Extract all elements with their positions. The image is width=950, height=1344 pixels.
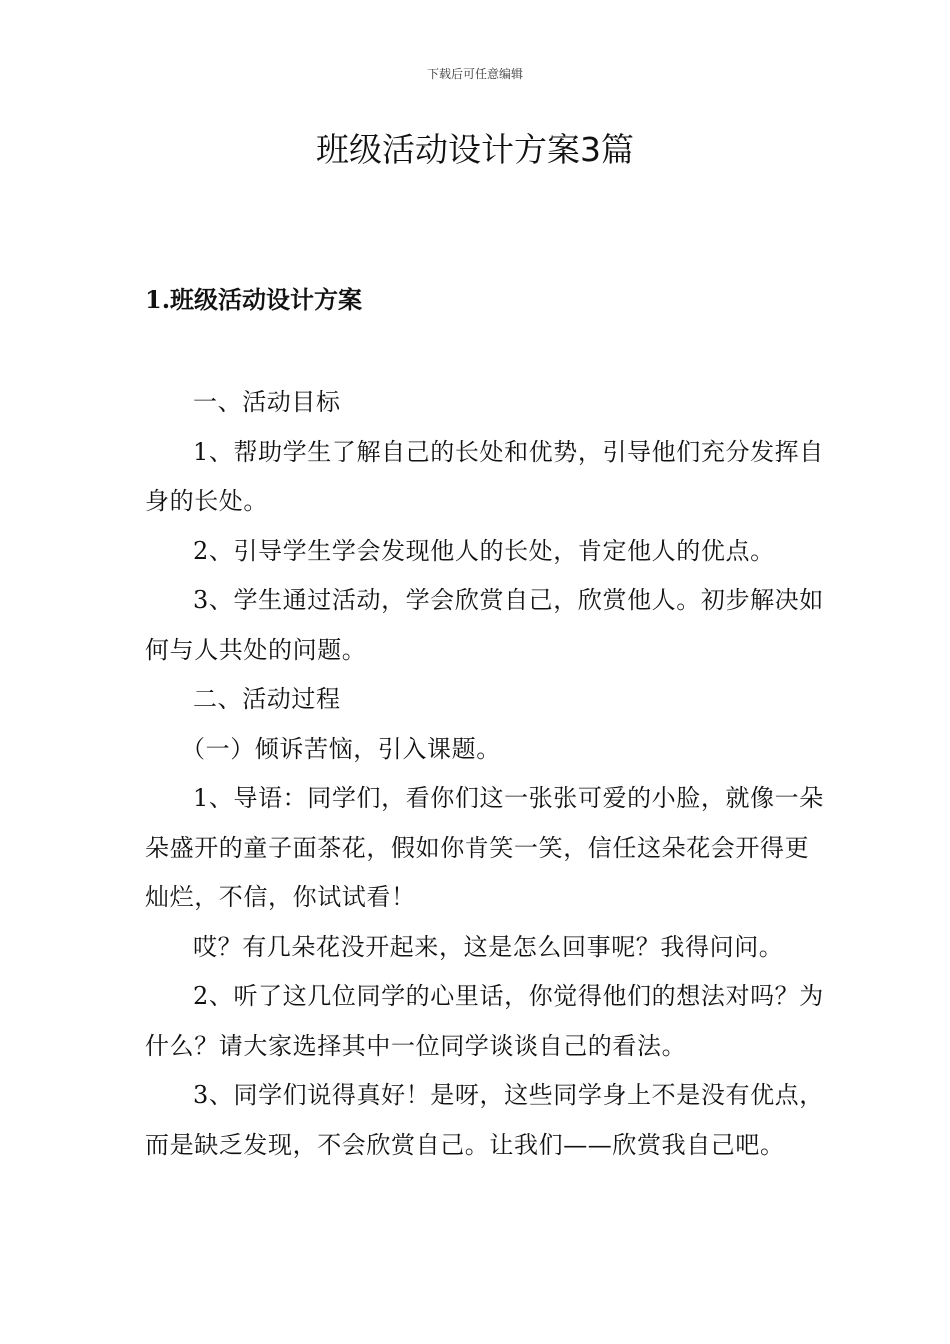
paragraph-step-3: 3、同学们说得真好！是呀，这些同学身上不是没有优点，而是缺乏发现，不会欣赏自己。让我们——欣赏我自己吧。	[145, 1081, 824, 1159]
paragraph-goal-2: 2、引导学生学会发现他人的长处，肯定他人的优点。	[193, 536, 775, 565]
header-note: 下载后可任意编辑	[426, 67, 523, 81]
paragraph-goal-1: 1、帮助学生了解自己的长处和优势，引导他们充分发挥自身的长处。	[145, 437, 824, 515]
paragraph-goals-heading: 一、活动目标	[193, 388, 341, 416]
section-heading: 1.班级活动设计方案	[145, 285, 363, 314]
paragraph-goal-3: 3、学生通过活动，学会欣赏自己，欣赏他人。初步解决如何与人共处的问题。	[145, 586, 824, 664]
paragraph-step-1: 1、导语：同学们，看你们这一张张可爱的小脸，就像一朵朵盛开的童子面茶花，假如你肯笑一笑，信任这朵花会开得更灿烂，不信，你试试看！	[145, 784, 824, 911]
document-body	[145, 378, 825, 1170]
paragraph-step-heading: （一）倾诉苦恼，引入课题。	[181, 734, 501, 763]
paragraph-step-2: 2、听了这几位同学的心里话，你觉得他们的想法对吗？为什么？请大家选择其中一位同学谈谈自己的看法。	[145, 982, 824, 1060]
paragraph-process-heading: 二、活动过程	[193, 685, 341, 713]
paragraph-step-1-followup: 哎？有几朵花没开起来，这是怎么回事呢？我得问问。	[193, 932, 784, 961]
document-title: 班级活动设计方案3篇	[316, 130, 634, 169]
